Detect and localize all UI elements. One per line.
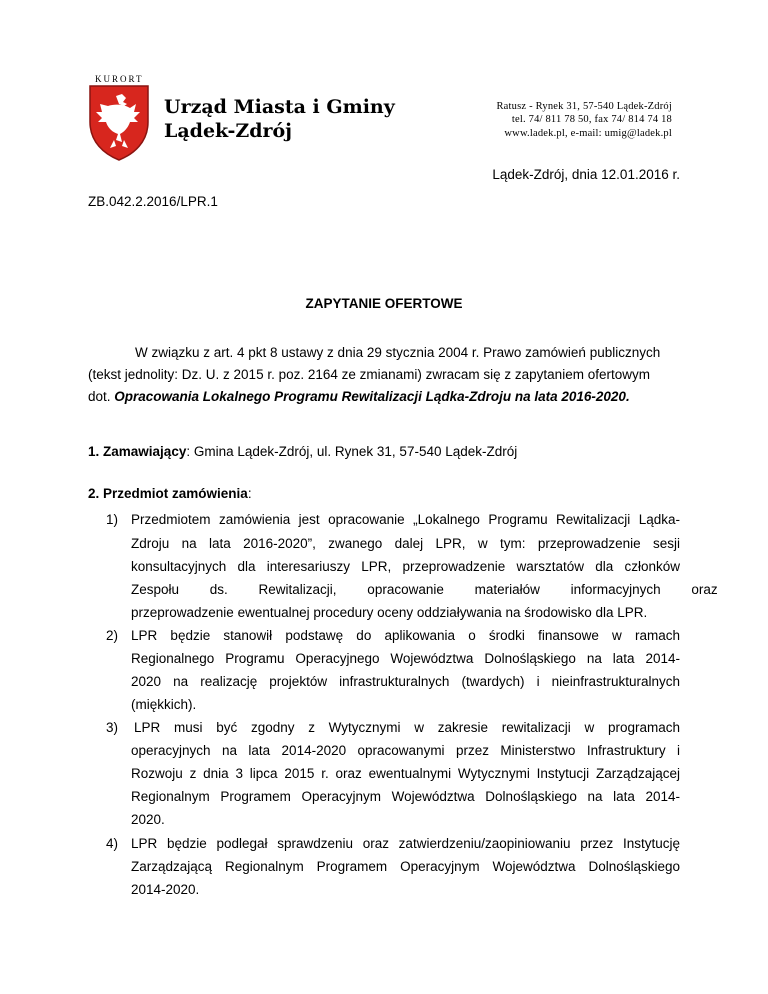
item-2-line-1: LPR będzie stanowił podstawę do aplikowania o środki finansowe w ramach: [131, 628, 680, 643]
contact-phone: tel. 74/ 811 78 50, fax 74/ 814 74 18: [511, 114, 672, 126]
item-3-number: 3): [106, 720, 119, 735]
item-4-line-1: LPR będzie podlegał sprawdzeniu oraz zatwierdzeniu/zaopiniowaniu przez Instytucję: [131, 836, 680, 851]
section-1: [88, 442, 517, 462]
item-1-line-3: konsultacyjnych dla interesariuszy LPR, przeprowadzenie warsztatów dla członków: [131, 559, 680, 574]
section-2-number: 2.: [88, 486, 100, 501]
office-name: [164, 95, 395, 143]
item-1-number: 1): [106, 512, 119, 527]
contact-web-email: www.ladek.pl, e-mail: umig@ladek.pl: [504, 127, 672, 139]
item-2-line-3: 2020 na realizację projektów infrastrukturalnych (twardych) i nieinfrastrukturalnych: [131, 674, 680, 689]
item-1-line-2: Zdroju na lata 2016-2020”, zwanego dalej LPR, w tym: przeprowadzenie sesji: [131, 536, 680, 551]
section-2-text: :: [247, 486, 252, 501]
section-1-text: : Gmina Lądek-Zdrój, ul. Rynek 31, 57-540 Lądek-Zdrój: [186, 444, 518, 459]
reference-number: ZB.042.2.2016/LPR.1: [88, 194, 218, 209]
item-3-line-3: Rozwoju z dnia 3 lipca 2015 r. oraz ewentualnymi Wytycznymi Instytucji Zarządzającej: [131, 766, 680, 781]
intro-line-3: [88, 387, 630, 407]
item-1-line-1: Przedmiotem zamówienia jest opracowanie „Lokalnego Programu Rewitalizacji Lądka-: [131, 512, 680, 527]
item-1-line-5: przeprowadzenie ewentualnej procedury oceny oddziaływania na środowisko dla LPR.: [131, 605, 648, 620]
item-2-number: 2): [106, 628, 119, 643]
intro-subject: Opracowania Lokalnego Programu Rewitalizacji Lądka-Zdroju na lata 2016-2020.: [114, 389, 630, 404]
contact-block: [440, 100, 672, 140]
contact-address: Ratusz - Rynek 31, 57-540 Lądek-Zdrój: [496, 101, 672, 112]
date-line: Lądek-Zdrój, dnia 12.01.2016 r.: [492, 167, 680, 182]
section-1-heading: Zamawiający: [103, 444, 187, 459]
section-2-heading: Przedmiot zamówienia: [103, 486, 248, 501]
intro-line-3-prefix: dot.: [88, 389, 115, 404]
item-4-number: 4): [106, 836, 119, 851]
section-2: [88, 484, 252, 504]
item-3-line-1: LPR musi być zgodny z Wytycznymi w zakresie rewitalizacji w programach: [134, 720, 680, 735]
item-1-line-4: Zespołu ds. Rewitalizacji, opracowanie materiałów informacyjnych oraz: [131, 582, 718, 597]
coat-of-arms-icon: [86, 82, 152, 162]
intro-line-2: (tekst jednolity: Dz. U. z 2015 r. poz. 2164 ze zmianami) zwracam się z zapytaniem ofertowym: [88, 367, 650, 382]
document-title: ZAPYTANIE OFERTOWE: [305, 296, 463, 311]
office-name-line2: Lądek-Zdrój: [164, 120, 293, 142]
section-1-number: 1.: [88, 444, 100, 459]
item-2-line-2: Regionalnego Programu Operacyjnego Województwa Dolnośląskiego na lata 2014-: [131, 651, 680, 666]
kurort-label: KURORT: [95, 74, 144, 84]
item-4-line-2: Zarządzającą Regionalnym Programem Operacyjnym Województwa Dolnośląskiego: [131, 859, 680, 874]
item-3-line-5: 2020.: [131, 812, 165, 827]
item-2-line-4: (miękkich).: [131, 697, 197, 712]
item-4-line-3: 2014-2020.: [131, 882, 200, 897]
item-3-line-4: Regionalnym Programem Operacyjnym Województwa Dolnośląskiego na lata 2014-: [131, 789, 680, 804]
office-name-line1: Urząd Miasta i Gminy: [164, 96, 395, 118]
intro-line-1: W związku z art. 4 pkt 8 ustawy z dnia 29 stycznia 2004 r. Prawo zamówień publicznych: [135, 345, 661, 360]
item-3-line-2: operacyjnych na lata 2014-2020 opracowanymi przez Ministerstwo Infrastruktury i: [131, 743, 680, 758]
